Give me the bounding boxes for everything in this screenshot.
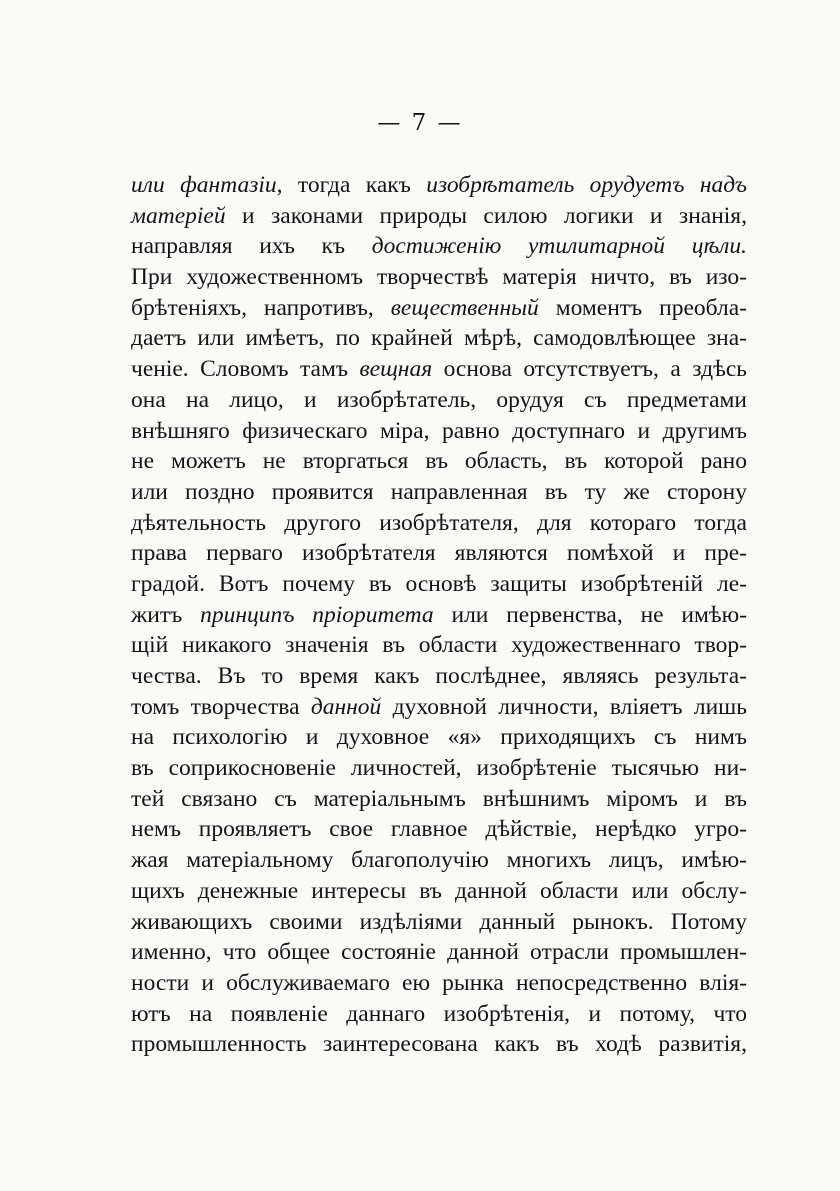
text-line [131, 968, 747, 999]
text-line [131, 538, 747, 569]
text-line [131, 937, 747, 968]
emphasis-text: вещественный [390, 294, 539, 321]
line-text: тогда какъ [282, 172, 427, 198]
line-text: моментъ преобла- [538, 294, 747, 321]
text-line [131, 753, 747, 784]
text-line [131, 231, 747, 262]
line-text: томъ творчества [131, 693, 311, 720]
line-text: чества. Въ то время какъ послѣднее, являясь результа- [131, 663, 747, 689]
line-text: на психологію и духовное «я» приходящихъ съ нимъ [131, 724, 747, 751]
line-text: брѣтеніяхъ, напротивъ, [131, 294, 391, 321]
line-text: или первенства, не имѣю- [433, 601, 747, 628]
line-text: даетъ или имѣетъ, по крайней мѣрѣ, самодовлѣющее зна- [131, 325, 747, 352]
line-text: ности и обслуживаемаго ею рынка непосредственно влія- [131, 969, 747, 996]
emphasis-text: принципъ пріоритета [200, 601, 434, 628]
body-text [131, 170, 747, 1060]
text-line [131, 354, 747, 385]
line-text: она на лицо, и изобрѣтатель, орудуя съ предметами [131, 386, 747, 413]
line-text: промышленность заинтересована какъ въ ходѣ развитія, [131, 1031, 747, 1058]
emphasis-text: матеріей [131, 202, 226, 229]
text-line [131, 845, 747, 876]
text-line [131, 385, 747, 416]
line-text: направляя ихъ къ [131, 233, 372, 260]
text-line [131, 170, 747, 201]
line-text: дѣятельность другого изобрѣтателя, для котораго тогда [131, 509, 747, 536]
line-text: основа отсутствуетъ, а здѣсь [432, 356, 747, 383]
text-line [131, 661, 747, 692]
emphasis-text: данной [310, 693, 382, 720]
text-line [131, 201, 747, 232]
line-text: щій никакого значенія въ области художественнаго твор- [131, 632, 747, 659]
text-line [131, 876, 747, 907]
line-text: ченіе. Словомъ тамъ [131, 356, 360, 383]
text-line [131, 477, 747, 508]
text-line [131, 814, 747, 845]
text-line [131, 416, 747, 447]
line-text: При художественномъ творчествѣ матерія ничто, въ изо- [131, 264, 747, 291]
line-text: или поздно проявится направленная въ ту же сторону [131, 478, 747, 505]
line-text: градой. Вотъ почему въ основѣ защиты изобрѣтеній ле- [131, 570, 747, 597]
line-text: жая матеріальному благополучію многихъ лицъ, имѣю- [131, 847, 747, 874]
line-text: духовной личности, вліяетъ лишь [381, 693, 747, 720]
text-line [131, 262, 747, 293]
line-text: именно, что общее состояніе данной отрасли промышлен- [131, 939, 747, 966]
text-line [131, 569, 747, 600]
line-text: не можетъ не вторгаться въ область, въ которой рано [131, 448, 747, 475]
line-text: права перваго изобрѣтателя являются помѣхой и пре- [131, 540, 747, 567]
text-line [131, 999, 747, 1030]
text-line [131, 323, 747, 354]
line-text: въ соприкосновеніе личностей, изобрѣтеніе тысячью ни- [131, 755, 747, 782]
text-line [131, 293, 747, 324]
text-line [131, 600, 747, 631]
emphasis-text: вещная [359, 356, 433, 383]
text-line [131, 722, 747, 753]
text-line [131, 1029, 747, 1060]
text-line [131, 784, 747, 815]
text-line [131, 446, 747, 477]
emphasis-text: достиженію утилитарной цѣли. [371, 233, 747, 260]
line-text: и законами природы силою логики и знанія, [225, 202, 747, 229]
line-text: внѣшняго физическаго міра, равно доступнаго и другимъ [131, 417, 747, 444]
line-text: ютъ на появленіе даннаго изобрѣтенія, и потому, что [131, 1000, 747, 1027]
line-text: житъ [131, 601, 201, 628]
line-text: тей связано съ матеріальнымъ внѣшнимъ міромъ и въ [131, 785, 747, 812]
line-text: немъ проявляетъ свое главное дѣйствіе, нерѣдко угро- [131, 816, 747, 843]
text-line [131, 907, 747, 938]
emphasis-text: изобрѣтатель орудуетъ надъ [426, 172, 748, 198]
text-line [131, 692, 747, 723]
page-number: — 7 — [377, 110, 463, 136]
text-line [131, 630, 747, 661]
line-text: живающихъ своими издѣліями данный рынокъ. Потому [131, 908, 747, 935]
text-line [131, 508, 747, 539]
line-text: щихъ денежные интересы въ данной области или обслу- [131, 877, 747, 904]
emphasis-text: или фантазіи, [131, 172, 283, 198]
